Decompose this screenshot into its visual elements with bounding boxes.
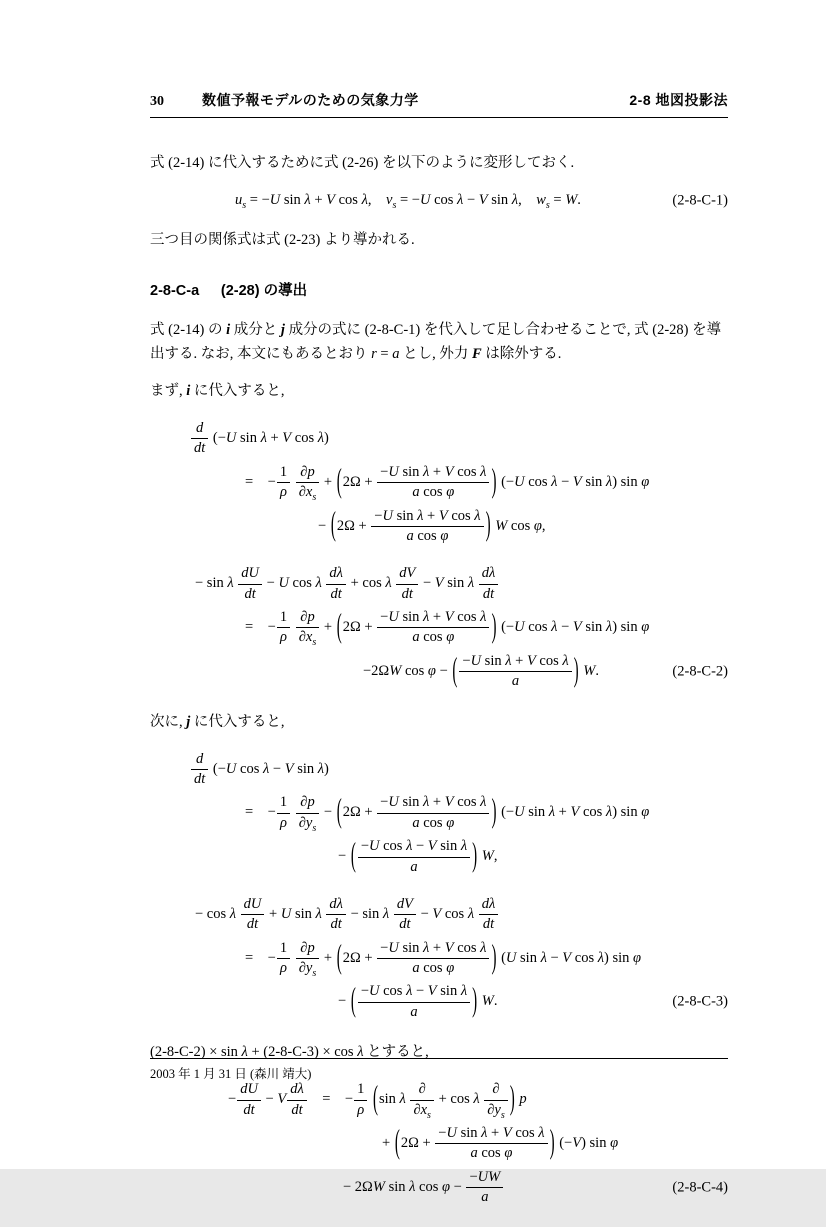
equation-math: $\frac{d}{dt}$ (−U sin λ + V cos λ) xyxy=(190,420,329,458)
equation-math: $\frac{d}{dt}$ (−U cos λ − V sin λ) xyxy=(190,751,329,789)
equation-line xyxy=(150,420,728,458)
equation-tag: (2-8-C-3) xyxy=(672,993,728,1010)
page-footer xyxy=(150,1058,728,1082)
paragraph: 次に, j に代入すると, xyxy=(150,713,285,730)
equation-math: − cos λ $\frac{dU}{dt}$ + U sin λ $\frac{d\lambda}{dt}$ − sin λ $\frac{dV}{dt}$ − V cos λ $\frac{d\lambda}{dt}$ xyxy=(195,896,499,934)
equation-math: = − $\frac{1}{\rho}$ $\frac{\partial p}{\partial y_s}$ + (2Ω + $\frac{\text{−U sin λ + V cos λ}}{\text{a cos φ}}$ ) (U sin λ − V cos λ) sin φ xyxy=(245,939,642,979)
paragraph: まず, i に代入すると, xyxy=(150,383,285,400)
paragraph: (2-8-C-2) × sin λ + (2-8-C-3) × cos λ とすると, xyxy=(150,1044,429,1061)
equation-math: = − $\frac{1}{\rho}$ $\frac{\partial p}{\partial x_s}$ + (2Ω + $\frac{\text{−U sin λ + V cos λ}}{\text{a cos φ}}$ ) (−U cos λ − V sin λ) sin φ xyxy=(245,463,650,504)
equation-line xyxy=(150,508,728,546)
equation-math: − (2Ω + $\frac{\text{−U sin λ + V cos λ}}{\text{a cos φ}}$ ) W cos φ, xyxy=(318,507,546,544)
equation-line xyxy=(150,1081,728,1119)
equation-line xyxy=(150,1125,728,1163)
equation xyxy=(150,896,728,1021)
equation-tag: (2-8-C-2) xyxy=(672,663,728,680)
section-title: 2-8 地図投影法 xyxy=(629,92,728,108)
equation-math: − sin λ $\frac{dU}{dt}$ − U cos λ $\frac{d\lambda}{dt}$ + cos λ $\frac{dV}{dt}$ − V sin λ $\frac{d\lambda}{dt}$ xyxy=(195,565,499,603)
page-content xyxy=(150,90,728,1227)
equation-math: + (2Ω + $\frac{\text{−U sin λ + V cos λ}}{\text{a cos φ}}$ ) (−V) sin φ xyxy=(382,1124,619,1162)
page-number: 30 xyxy=(150,94,164,109)
section-heading: 2-8-C-a (2-28) の導出 xyxy=(150,283,308,300)
equation xyxy=(150,420,728,545)
equation-math: − ( $\frac{\text{−U cos λ − V sin λ}}{a}$ ) W. xyxy=(338,983,498,1020)
doc-title: 数値予報モデルのための気象力学 xyxy=(202,92,419,108)
equation xyxy=(150,1081,728,1206)
equation-line xyxy=(150,1169,728,1207)
equation xyxy=(150,192,728,209)
equation-math: − ( $\frac{\text{−U cos λ − V sin λ}}{a}$ ) W, xyxy=(338,838,498,875)
equation-line xyxy=(150,983,728,1021)
equation-math: −2ΩW cos φ − ( $\frac{\text{−U sin λ + V cos λ}}{a}$ ) W. xyxy=(363,652,600,690)
equation-tag: (2-8-C-4) xyxy=(672,1178,728,1195)
equation-line xyxy=(150,565,728,603)
equation-line xyxy=(150,751,728,789)
equation-line xyxy=(150,838,728,876)
equation-line xyxy=(150,609,728,647)
equation-math: = − $\frac{1}{\rho}$ $\frac{\partial p}{\partial x_s}$ + (2Ω + $\frac{\text{−U sin λ + V cos λ}}{\text{a cos φ}}$ ) (−U cos λ − V sin λ) sin φ xyxy=(245,609,650,649)
equation-line xyxy=(150,940,728,978)
document-body xyxy=(150,152,728,1207)
equation-line xyxy=(150,464,728,502)
equation xyxy=(150,751,728,876)
equation-line xyxy=(150,192,728,209)
footer-date: 2003 年 1 月 31 日 (森川 靖大) xyxy=(150,1067,312,1081)
equation xyxy=(150,565,728,690)
paragraph: 式 (2-14) に代入するために式 (2-26) を以下のように変形しておく. xyxy=(150,155,575,171)
equation-line xyxy=(150,794,728,832)
equation-math: − $\frac{dU}{dt}$ − V $\frac{d\lambda}{dt}$ = − $\frac{1}{\rho}$ (sin λ ∂ $\partial x_s$ + cos λ ∂ $\partial y_s$ ) p xyxy=(228,1081,527,1121)
paragraph: 式 (2-14) の i 成分と j 成分の式に (2-8-C-1) を代入して足し合わせることで, 式 (2-28) を導出する. なお, 本文にもあるとおり r = a とし, 外力 F は除外する. xyxy=(150,322,722,363)
equation-math: = − $\frac{1}{\rho}$ $\frac{\partial p}{\partial y_s}$ − (2Ω + $\frac{\text{−U sin λ + V cos λ}}{\text{a cos φ}}$ ) (−U sin λ + V cos λ) sin φ xyxy=(245,794,650,834)
equation-math: $u_s = -U$ sin λ + V cos λ, $v_s = -U$ cos λ − V sin λ, $w_s = W$. xyxy=(235,191,581,211)
equation-line xyxy=(150,896,728,934)
equation-line xyxy=(150,653,728,691)
equation-math: − 2ΩW sin λ cos φ − $\frac{-UW}{a}$ xyxy=(343,1169,504,1207)
page-header xyxy=(150,90,728,118)
equation-tag: (2-8-C-1) xyxy=(672,191,728,208)
paragraph: 三つ目の関係式は式 (2-23) より導かれる. xyxy=(150,232,415,249)
